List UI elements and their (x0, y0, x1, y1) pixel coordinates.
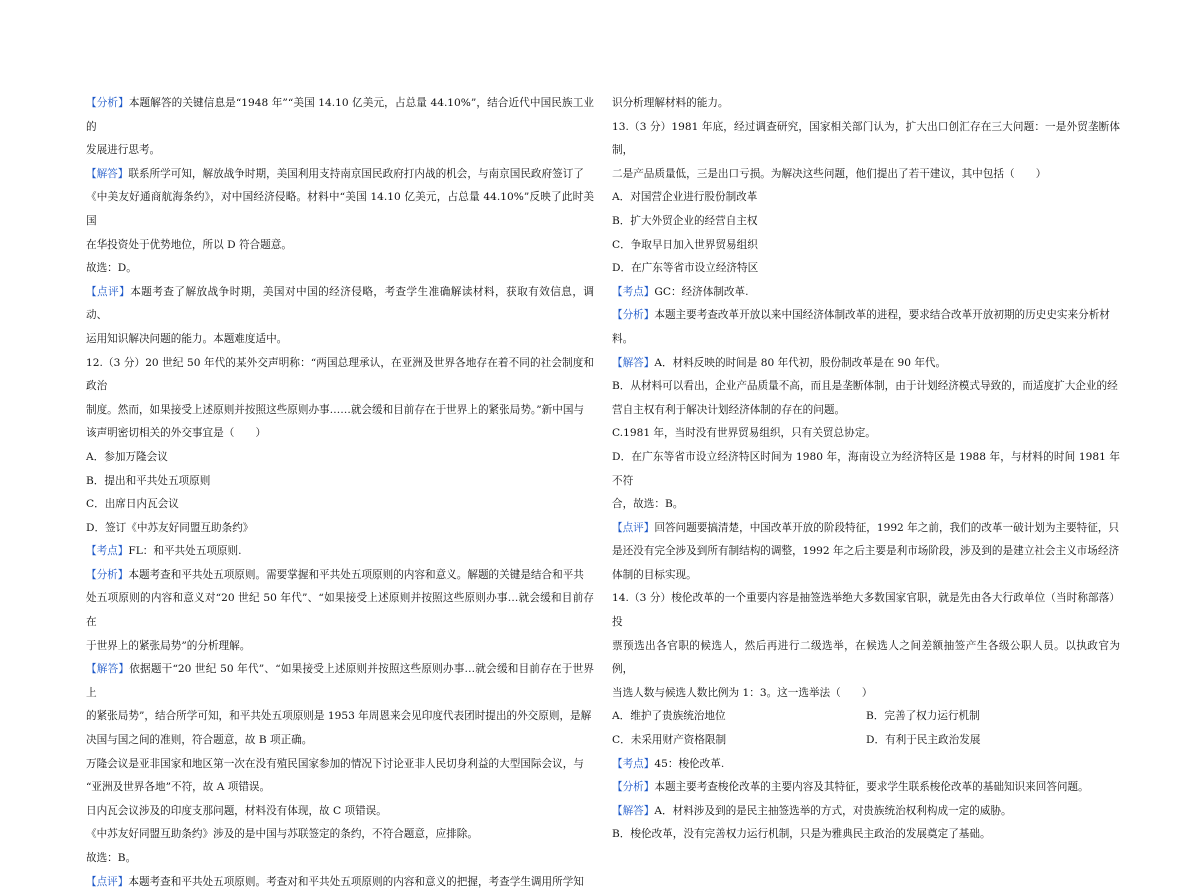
line-text: 本题主要考查改革开放以来中国经济体制改革的进程，要求结合改革开放初期的历史史实来分析材 (654, 309, 1110, 322)
text-line (86, 446, 594, 470)
line-text: GC：经济体制改革. (654, 285, 749, 298)
text-line (86, 163, 594, 187)
section-tag: 【考点】 (612, 757, 655, 770)
line-text: 日内瓦会议涉及的印度支那问题，材料没有体现，故 C 项错误。 (86, 804, 387, 817)
line-text: A．材料反映的时间是 80 年代初，股份制改革是在 90 年代。 (654, 356, 947, 369)
text-line (86, 847, 594, 871)
text-line (612, 92, 1120, 116)
text-line (86, 729, 594, 753)
right-column (612, 92, 1120, 847)
text-line (612, 540, 1120, 564)
text-line (86, 328, 594, 352)
text-line (612, 493, 1120, 517)
text-line (86, 705, 594, 729)
text-line (612, 823, 1120, 847)
line-text: FL：和平共处五项原则. (128, 545, 242, 558)
line-text: 13.（3 分）1981 年底，经过调查研究，国家相关部门认为，扩大出口创汇存在三大问题：一是外贸垄断体制， (612, 120, 1120, 157)
text-line (86, 800, 594, 824)
line-text: 本题解答的关键信息是“1948 年”“美国 14.10 亿美元，占总量 44.10%”，结合近代中国民族工业的 (86, 97, 595, 133)
line-text: B．扩大外贸企业的经营自主权 (612, 214, 758, 227)
text-line (86, 281, 594, 328)
text-line (612, 800, 1120, 824)
line-text: C.1981 年，当时没有世界贸易组织，只有关贸总协定。 (612, 427, 876, 440)
text-line (612, 116, 1120, 163)
line-text: 体制的目标实现。 (612, 568, 697, 581)
text-line (612, 304, 1120, 328)
section-tag: 【解答】 (612, 804, 655, 817)
line-text: 本题考查和平共处五项原则。需要掌握和平共处五项原则的内容和意义。解题的关键是结合和平共 (128, 568, 584, 581)
line-text: 料。 (612, 332, 634, 345)
line-text: 本题考查和平共处五项原则。考查对和平共处五项原则的内容和意义的把握，考查学生调用所学知 (128, 875, 584, 888)
text-line (612, 163, 1120, 187)
text-line (86, 753, 594, 777)
line-text: A．材料涉及到的是民主抽签选举的方式，对贵族统治权利构成一定的威胁。 (654, 804, 1012, 817)
text-line (86, 517, 594, 541)
section-tag: 【分析】 (612, 309, 655, 322)
line-text: D．在广东等省市设立经济特区 (612, 262, 759, 275)
text-line (612, 753, 1120, 777)
line-text: C．出席日内瓦会议 (86, 498, 179, 511)
text-line (612, 776, 1120, 800)
left-column (86, 92, 594, 894)
text-line (86, 658, 594, 705)
text-line (86, 422, 594, 446)
line-text: 的紧张局势”，结合所学可知，和平共处五项原则是 1953 年周恩来会见印度代表团时提出的外交原则，是解 (86, 710, 592, 723)
option-text: A．维护了贵族统治地位 (612, 710, 726, 723)
text-line (86, 399, 594, 423)
text-line (86, 92, 594, 139)
text-line (86, 139, 594, 163)
line-text: 营自主权有利于解决计划经济体制的存在的问题。 (612, 403, 846, 416)
option-text: C．未采用财产资格限制 (612, 734, 727, 747)
line-text: 万隆会议是亚非国家和地区第一次在没有殖民国家参加的情况下讨论亚非人民切身利益的大型国际会议，与 (86, 757, 584, 770)
text-line (612, 186, 1120, 210)
line-text: 《中苏友好同盟互助条约》涉及的是中国与苏联签定的条约，不符合题意，应排除。 (86, 828, 478, 841)
line-text: A．对国营企业进行股份制改革 (612, 191, 758, 204)
text-line (86, 587, 594, 634)
text-line (86, 493, 594, 517)
section-tag: 【分析】 (86, 97, 129, 109)
text-line (612, 257, 1120, 281)
text-line (612, 587, 1120, 634)
line-text: 依据题干“20 世纪 50 年代”、“如果接受上述原则并按照这些原则办事…就会缓和目前存在于世界上 (86, 663, 595, 699)
section-tag: 【分析】 (86, 568, 129, 581)
line-text: 识分析理解材料的能力。 (612, 97, 729, 109)
line-text: 制度。然而，如果接受上述原则并按照这些原则办事……就会缓和目前存在于世界上的紧张局势。”新中国与 (86, 403, 585, 416)
line-text: 故选：D。 (86, 262, 137, 275)
text-line (612, 210, 1120, 234)
line-text: 回答问题要搞清楚，中国改革开放的阶段特征，1992 年之前，我们的改革一破计划为主要特征，只 (654, 521, 1120, 534)
text-line (86, 234, 594, 258)
line-text: D．签订《中苏友好同盟互助条约》 (86, 521, 254, 534)
text-line (612, 729, 1120, 753)
line-text: B．梭伦改革，没有完善权力运行机制，只是为雅典民主政治的发展奠定了基础。 (612, 828, 991, 841)
line-text: 故选：B。 (86, 852, 137, 864)
line-text: C．争取早日加入世界贸易组织 (612, 238, 758, 251)
line-text: 该声明密切相关的外交事宜是（ ） (86, 427, 267, 440)
text-line (86, 635, 594, 659)
text-line (612, 375, 1120, 399)
line-text: 运用知识解决问题的能力。本题难度适中。 (86, 332, 288, 345)
section-tag: 【解答】 (86, 167, 129, 180)
line-text: 处五项原则的内容和意义对“20 世纪 50 年代”、“如果接受上述原则并按照这些原则办事…就会缓和目前存在 (86, 592, 594, 629)
line-text: “亚洲及世界各地”不符，故 A 项错误。 (86, 781, 271, 794)
text-line (86, 186, 594, 233)
line-text: 14.（3 分）梭伦改革的一个重要内容是抽签选举绝大多数国家官职，就是先由各大行政单位（当时称部落）投 (612, 592, 1120, 629)
text-line (86, 470, 594, 494)
text-line (612, 234, 1120, 258)
line-text: 发展进行思考。 (86, 144, 161, 157)
text-line (86, 257, 594, 281)
line-text: 本题考查了解放战争时期，美国对中国的经济侵略，考查学生准确解读材料，获取有效信息，调动、 (86, 285, 595, 322)
line-text: A．参加万隆会议 (86, 450, 168, 463)
line-text: D．在广东等省市设立经济特区时间为 1980 年，海南设立为经济特区是 1988 年，与材料的时间 1981 年不符 (612, 450, 1120, 487)
line-text: 是还没有完全涉及到所有制结构的调整，1992 年之后主要是利市场阶段，涉及到的是建立社会主义市场经济 (612, 545, 1120, 558)
line-text: 合，故选：B。 (612, 498, 684, 511)
section-tag: 【点评】 (612, 521, 655, 534)
option-text: D．有利于民主政治发展 (866, 734, 981, 747)
section-tag: 【解答】 (86, 663, 130, 676)
text-line (612, 446, 1120, 493)
line-text: B．从材料可以看出，企业产品质量不高，而且是垄断体制，由于计划经济模式导致的，而适度扩大企业的经 (612, 380, 1118, 393)
text-line (612, 328, 1120, 352)
text-line (86, 776, 594, 800)
section-tag: 【分析】 (612, 781, 655, 794)
text-line (86, 352, 594, 399)
text-line (86, 871, 594, 894)
text-line (86, 540, 594, 564)
option-text: B．完善了权力运行机制 (866, 710, 980, 723)
text-line (86, 823, 594, 847)
line-text: 《中美友好通商航海条约》，对中国经济侵略。材料中“美国 14.10 亿美元，占总量 44.10%”反映了此时美国 (86, 191, 594, 227)
text-line (612, 682, 1120, 706)
text-line (86, 564, 594, 588)
line-text: 决国与国之间的准则，符合题意，故 B 项正确。 (86, 734, 313, 747)
line-text: 当选人数与候选人数比例为 1：3。这一选举法（ ） (612, 686, 873, 699)
line-text: B．提出和平共处五项原则 (86, 474, 211, 487)
text-line (612, 635, 1120, 682)
text-line (612, 352, 1120, 376)
line-text: 票预选出各官职的候选人，然后再进行二级选举，在候选人之间差额抽签产生各级公职人员。以执政官为例， (612, 639, 1120, 676)
line-text: 12.（3 分）20 世纪 50 年代的某外交声明称：“两国总理承认，在亚洲及世界各地存在着不同的社会制度和政治 (86, 356, 594, 393)
section-tag: 【考点】 (612, 285, 655, 298)
text-line (612, 564, 1120, 588)
line-text: 二是产品质量低，三是出口亏损。为解决这些问题，他们提出了若干建议，其中包括（ ） (612, 167, 1047, 180)
text-line (612, 399, 1120, 423)
section-tag: 【解答】 (612, 356, 655, 369)
text-line (612, 281, 1120, 305)
line-text: 于世界上的紧张局势”的分析理解。 (86, 639, 251, 652)
section-tag: 【点评】 (86, 875, 129, 888)
section-tag: 【点评】 (86, 285, 131, 298)
text-line (612, 422, 1120, 446)
line-text: 45：梭伦改革. (654, 757, 725, 770)
text-line (612, 517, 1120, 541)
line-text: 在华投资处于优势地位，所以 D 符合题意。 (86, 238, 292, 251)
line-text: 联系所学可知，解放战争时期，美国利用支持南京国民政府打内战的机会，与南京国民政府签订了 (128, 167, 584, 180)
line-text: 本题主要考查梭伦改革的主要内容及其特征，要求学生联系梭伦改革的基础知识来回答问题。 (654, 781, 1089, 794)
text-line (612, 705, 1120, 729)
section-tag: 【考点】 (86, 545, 129, 558)
